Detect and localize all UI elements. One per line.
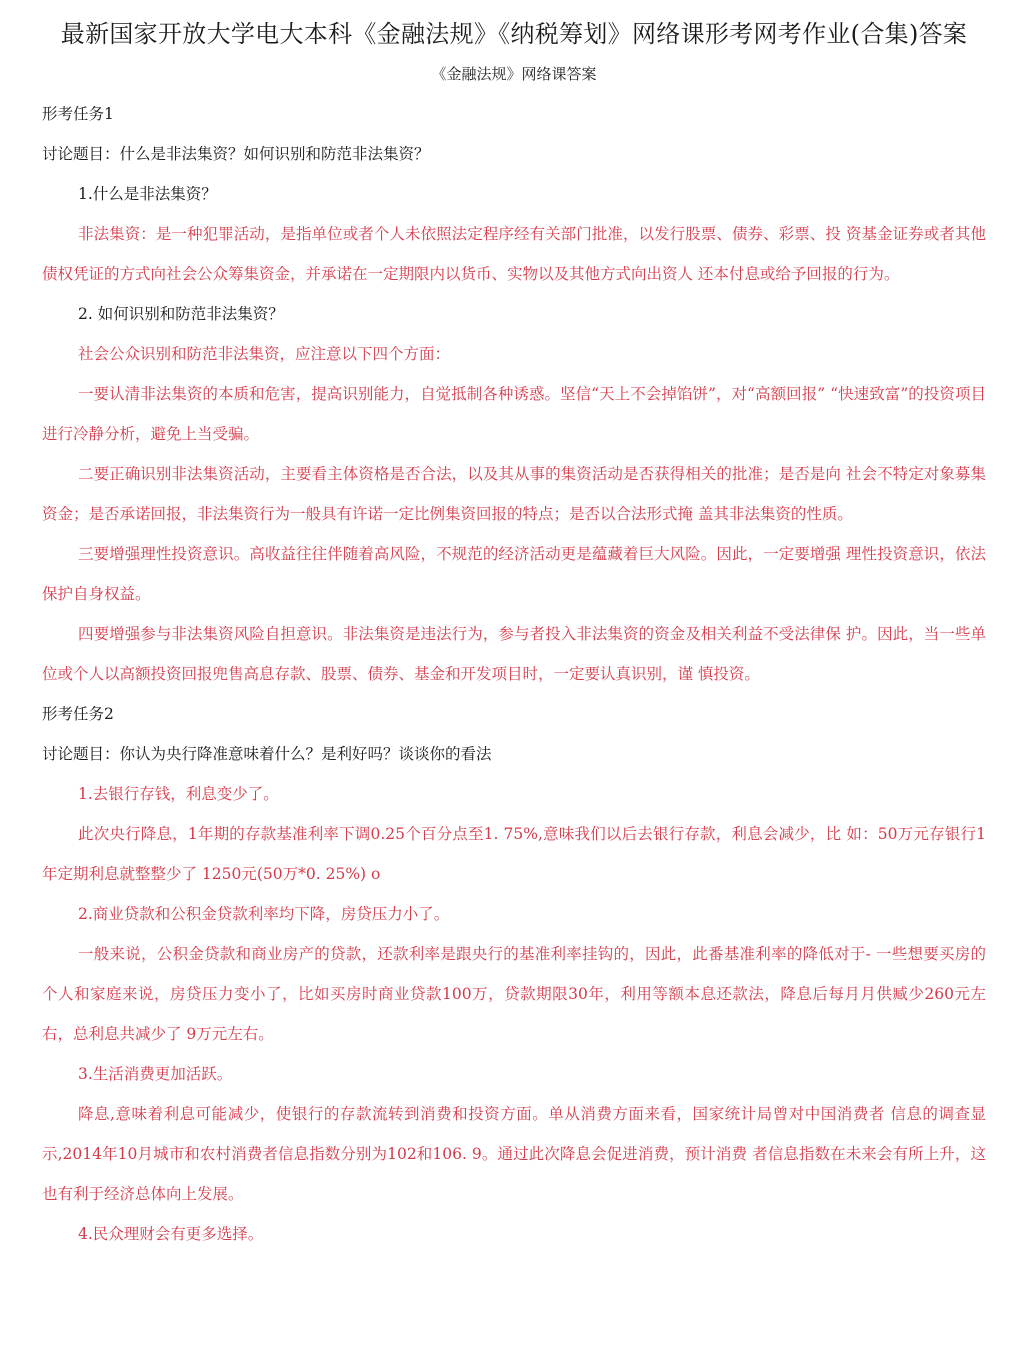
task2-answer-1: 此次央行降息，1年期的存款基准利率下调0.25个百分点至1. 75%,意味我们以后去银行存款，利息会减少，比 如：50万元存银行1年定期利息就整整少了 1250元(50万*0. 25%) o — [42, 825, 986, 883]
task2-section — [42, 694, 986, 1254]
task1-heading: 形考任务1 — [42, 105, 114, 123]
task1-answer-2-point-3: 三要增强理性投资意识。高收益往往伴随着高风险，不规范的经济活动更是蕴藏着巨大风险。因此，一定要增强 理性投资意识，依法保护自身权益。 — [42, 545, 986, 603]
task2-heading: 形考任务2 — [42, 705, 114, 723]
task1-section — [42, 94, 986, 694]
document-subtitle: 《金融法规》网络课答案 — [431, 65, 597, 83]
task2-question-1: 1.去银行存钱，利息变少了。 — [78, 785, 279, 803]
task1-question-1: 1.什么是非法集资？ — [78, 185, 217, 203]
task1-answer-2-intro: 社会公众识别和防范非法集资，应注意以下四个方面： — [78, 345, 451, 363]
task2-topic: 讨论题目：你认为央行降准意味着什么？是利好吗？谈谈你的看法 — [42, 745, 492, 763]
document-title: 最新国家开放大学电大本科《金融法规》《纳税筹划》网络课形考网考作业(合集)答案 — [60, 20, 968, 48]
task1-topic: 讨论题目：什么是非法集资？如何识别和防范非法集资？ — [42, 145, 430, 163]
task2-question-3: 3.生活消费更加活跃。 — [78, 1065, 233, 1083]
task2-question-4: 4.民众理财会有更多选择。 — [78, 1225, 264, 1243]
task1-answer-2-point-4: 四要增强参与非法集资风险自担意识。非法集资是违法行为，参与者投入非法集资的资金及相关利益不受法律保 护。因此，当一些单位或个人以高额投资回报兜售高息存款、股票、债券、基金和开发项目时，一定要认真识别，谨 慎投资。 — [42, 625, 986, 683]
task2-answer-3: 降息,意味着利息可能减少，使银行的存款流转到消费和投资方面。单从消费方面来看，国家统计局曾对中国消费者 信息的调查显示,2014年10月城市和农村消费者信息指数分别为102和106. 9。通过此次降息会促进消费，预计消费 者信息指数在未来会有所上升，这也有利于经济总体向上发展。 — [42, 1105, 986, 1203]
task1-answer-1: 非法集资：是一种犯罪活动，是指单位或者个人未依照法定程序经有关部门批准，以发行股票、债券、彩票、投 资基金证券或者其他债权凭证的方式向社会公众筹集资金，并承诺在一定期限内以货币、实物以及其他方式向出资人 还本付息或给予回报的行为。 — [42, 225, 986, 283]
task2-question-2: 2.商业贷款和公积金贷款利率均下降，房贷压力小了。 — [78, 905, 450, 923]
task1-answer-2-point-1: 一要认清非法集资的本质和危害，提高识别能力，自觉抵制各种诱惑。坚信“天上不会掉馅饼”，对“高额回报” “快速致富”的投资项目进行冷静分析，避免上当受骗。 — [42, 385, 986, 443]
task1-question-2: 2. 如何识别和防范非法集资？ — [78, 305, 284, 323]
task2-answer-2: 一般来说，公积金贷款和商业房产的贷款，还款利率是跟央行的基准利率挂钩的，因此，此番基准利率的降低对于- 一些想要买房的个人和家庭来说，房贷压力变小了，比如买房时商业贷款100万，贷款期限30年，利用等额本息还款法，降息后每月月供臧少260元左右，总利息共减少了 9万元左右。 — [42, 945, 986, 1043]
task1-answer-2-point-2: 二要正确识别非法集资活动，主要看主体资格是否合法，以及其从事的集资活动是否获得相关的批准；是否是向 社会不特定对象募集资金；是否承诺回报，非法集资行为一般具有许诺一定比例集资回报的特点；是否以合法形式掩 盖其非法集资的性质。 — [42, 465, 986, 523]
